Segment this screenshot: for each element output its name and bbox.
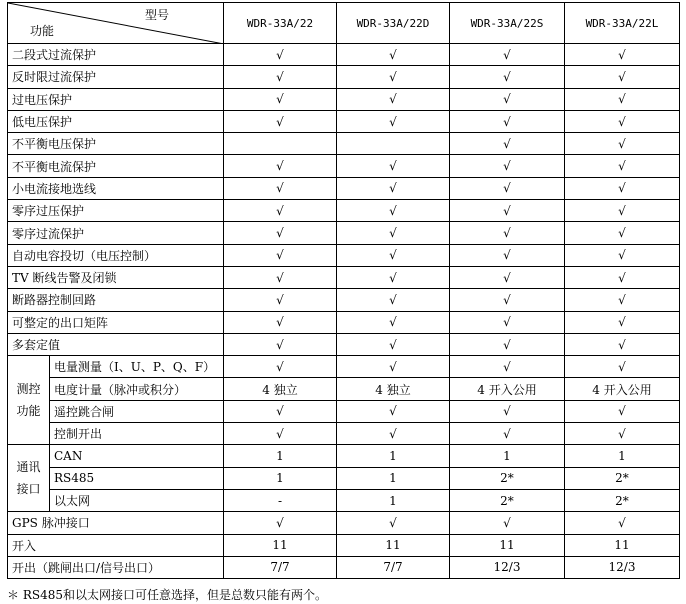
value-cell: √ bbox=[565, 155, 680, 177]
function-label: 过电压保护 bbox=[8, 88, 224, 110]
value-cell: √ bbox=[224, 222, 337, 244]
function-label: 二段式过流保护 bbox=[8, 44, 224, 66]
value-cell: √ bbox=[224, 266, 337, 288]
function-label: 可整定的出口矩阵 bbox=[8, 311, 224, 333]
group-label-line: 通讯 bbox=[16, 460, 41, 475]
value-cell: √ bbox=[565, 66, 680, 88]
table-row bbox=[8, 378, 680, 400]
function-label: 不平衡电流保护 bbox=[8, 155, 224, 177]
value-cell: √ bbox=[565, 222, 680, 244]
corner-function-label: 功能 bbox=[30, 24, 55, 38]
value-cell: 2* bbox=[450, 467, 565, 489]
value-cell: √ bbox=[565, 44, 680, 66]
value-cell: √ bbox=[565, 311, 680, 333]
value-cell: √ bbox=[337, 289, 450, 311]
value-cell: √ bbox=[337, 110, 450, 132]
function-label: 开出（跳闸出口/信号出口） bbox=[8, 556, 224, 578]
model-header-1: WDR-33A/22 bbox=[224, 3, 337, 44]
table-row bbox=[8, 155, 680, 177]
value-cell: √ bbox=[565, 200, 680, 222]
table-row bbox=[8, 556, 680, 578]
value-cell: 7/7 bbox=[224, 556, 337, 578]
sub-function-label: 以太网 bbox=[50, 489, 224, 511]
table-row bbox=[8, 88, 680, 110]
value-cell: √ bbox=[337, 244, 450, 266]
value-cell: √ bbox=[450, 88, 565, 110]
table-row bbox=[8, 512, 680, 534]
table-row bbox=[8, 110, 680, 132]
function-label: 断路器控制回路 bbox=[8, 289, 224, 311]
value-cell: √ bbox=[450, 266, 565, 288]
value-cell: √ bbox=[337, 88, 450, 110]
value-cell: √ bbox=[337, 200, 450, 222]
table-row bbox=[8, 333, 680, 355]
value-cell: 2* bbox=[565, 489, 680, 511]
table-row bbox=[8, 133, 680, 155]
model-header-2: WDR-33A/22D bbox=[337, 3, 450, 44]
value-cell: √ bbox=[565, 423, 680, 445]
function-label: 不平衡电压保护 bbox=[8, 133, 224, 155]
value-cell: 7/7 bbox=[337, 556, 450, 578]
value-cell: √ bbox=[224, 155, 337, 177]
value-cell: √ bbox=[337, 400, 450, 422]
value-cell: √ bbox=[450, 512, 565, 534]
value-cell: √ bbox=[565, 512, 680, 534]
function-label: TV 断线告警及闭锁 bbox=[8, 266, 224, 288]
value-cell: 11 bbox=[450, 534, 565, 556]
function-label: 小电流接地选线 bbox=[8, 177, 224, 199]
table-row bbox=[8, 489, 680, 511]
value-cell: √ bbox=[450, 155, 565, 177]
value-cell: √ bbox=[337, 155, 450, 177]
sub-function-label: 电度计量（脉冲或积分） bbox=[50, 378, 224, 400]
table-row bbox=[8, 66, 680, 88]
value-cell: 4 独立 bbox=[337, 378, 450, 400]
function-label: GPS 脉冲接口 bbox=[8, 512, 224, 534]
value-cell: √ bbox=[337, 222, 450, 244]
value-cell: 2* bbox=[565, 467, 680, 489]
table-row bbox=[8, 534, 680, 556]
value-cell: √ bbox=[565, 88, 680, 110]
value-cell: 1 bbox=[337, 445, 450, 467]
value-cell: √ bbox=[337, 311, 450, 333]
footnote: ＊ RS485和以太网接口可任意选择，但是总数只能有两个。 bbox=[7, 588, 327, 602]
value-cell: √ bbox=[450, 356, 565, 378]
spec-table bbox=[7, 2, 680, 579]
value-cell: √ bbox=[337, 66, 450, 88]
function-label: 低电压保护 bbox=[8, 110, 224, 132]
value-cell: √ bbox=[224, 66, 337, 88]
function-label: 开入 bbox=[8, 534, 224, 556]
value-cell: 1 bbox=[450, 445, 565, 467]
sub-function-label: 控制开出 bbox=[50, 423, 224, 445]
sub-function-label: RS485 bbox=[50, 467, 224, 489]
value-cell: √ bbox=[224, 356, 337, 378]
model-header-3: WDR-33A/22S bbox=[450, 3, 565, 44]
value-cell: √ bbox=[565, 110, 680, 132]
value-cell: √ bbox=[450, 44, 565, 66]
value-cell: √ bbox=[565, 333, 680, 355]
value-cell: √ bbox=[337, 356, 450, 378]
table-row bbox=[8, 266, 680, 288]
function-label: 反时限过流保护 bbox=[8, 66, 224, 88]
value-cell bbox=[224, 133, 337, 155]
value-cell: √ bbox=[565, 400, 680, 422]
table-row bbox=[8, 400, 680, 422]
value-cell: 1 bbox=[337, 467, 450, 489]
table-row bbox=[8, 311, 680, 333]
value-cell: √ bbox=[224, 200, 337, 222]
value-cell: 1 bbox=[224, 467, 337, 489]
table-row bbox=[8, 356, 680, 378]
value-cell: - bbox=[224, 489, 337, 511]
value-cell: √ bbox=[565, 356, 680, 378]
value-cell: √ bbox=[224, 400, 337, 422]
value-cell: √ bbox=[565, 289, 680, 311]
value-cell: √ bbox=[337, 512, 450, 534]
value-cell: √ bbox=[450, 110, 565, 132]
value-cell: √ bbox=[224, 244, 337, 266]
value-cell: √ bbox=[224, 110, 337, 132]
value-cell: √ bbox=[337, 333, 450, 355]
value-cell: √ bbox=[337, 266, 450, 288]
group-label-line: 接口 bbox=[16, 482, 41, 497]
function-label: 零序过压保护 bbox=[8, 200, 224, 222]
value-cell: √ bbox=[450, 244, 565, 266]
value-cell: 12/3 bbox=[450, 556, 565, 578]
value-cell: √ bbox=[224, 289, 337, 311]
value-cell: √ bbox=[565, 244, 680, 266]
group-label-line: 功能 bbox=[16, 404, 41, 419]
sub-function-label: CAN bbox=[50, 445, 224, 467]
value-cell: 11 bbox=[565, 534, 680, 556]
group-label bbox=[8, 356, 50, 445]
value-cell: 11 bbox=[224, 534, 337, 556]
value-cell bbox=[337, 133, 450, 155]
table-row bbox=[8, 467, 680, 489]
table-row bbox=[8, 445, 680, 467]
corner-header-cell bbox=[8, 3, 224, 44]
group-label bbox=[8, 445, 50, 512]
value-cell: 4 开入公用 bbox=[450, 378, 565, 400]
table-row bbox=[8, 177, 680, 199]
value-cell: 4 开入公用 bbox=[565, 378, 680, 400]
value-cell: √ bbox=[224, 311, 337, 333]
value-cell: √ bbox=[337, 423, 450, 445]
table-row bbox=[8, 289, 680, 311]
function-label: 零序过流保护 bbox=[8, 222, 224, 244]
value-cell: 1 bbox=[565, 445, 680, 467]
function-label: 多套定值 bbox=[8, 333, 224, 355]
value-cell: √ bbox=[337, 44, 450, 66]
sub-function-label: 电量测量（I、U、P、Q、F） bbox=[50, 356, 224, 378]
value-cell: √ bbox=[337, 177, 450, 199]
value-cell: √ bbox=[450, 400, 565, 422]
value-cell: 1 bbox=[337, 489, 450, 511]
corner-model-label: 型号 bbox=[144, 8, 169, 22]
value-cell: √ bbox=[565, 266, 680, 288]
table-row bbox=[8, 200, 680, 222]
value-cell: √ bbox=[450, 177, 565, 199]
value-cell: √ bbox=[224, 512, 337, 534]
value-cell: √ bbox=[224, 177, 337, 199]
table-row bbox=[8, 244, 680, 266]
value-cell: √ bbox=[224, 44, 337, 66]
value-cell: √ bbox=[450, 222, 565, 244]
value-cell: √ bbox=[224, 333, 337, 355]
value-cell: 11 bbox=[337, 534, 450, 556]
value-cell: √ bbox=[450, 133, 565, 155]
value-cell: √ bbox=[450, 423, 565, 445]
model-header-4: WDR-33A/22L bbox=[565, 3, 680, 44]
value-cell: √ bbox=[450, 333, 565, 355]
table-row bbox=[8, 44, 680, 66]
value-cell: √ bbox=[224, 423, 337, 445]
table-row bbox=[8, 222, 680, 244]
value-cell: √ bbox=[450, 311, 565, 333]
table-row bbox=[8, 423, 680, 445]
value-cell: 1 bbox=[224, 445, 337, 467]
header-row bbox=[8, 3, 680, 44]
value-cell: 12/3 bbox=[565, 556, 680, 578]
sub-function-label: 遥控跳合闸 bbox=[50, 400, 224, 422]
value-cell: √ bbox=[450, 66, 565, 88]
value-cell: √ bbox=[565, 133, 680, 155]
value-cell: 2* bbox=[450, 489, 565, 511]
value-cell: √ bbox=[565, 177, 680, 199]
value-cell: √ bbox=[450, 200, 565, 222]
group-label-line: 测控 bbox=[16, 382, 41, 397]
value-cell: √ bbox=[450, 289, 565, 311]
value-cell: √ bbox=[224, 88, 337, 110]
function-label: 自动电容投切（电压控制） bbox=[8, 244, 224, 266]
value-cell: 4 独立 bbox=[224, 378, 337, 400]
